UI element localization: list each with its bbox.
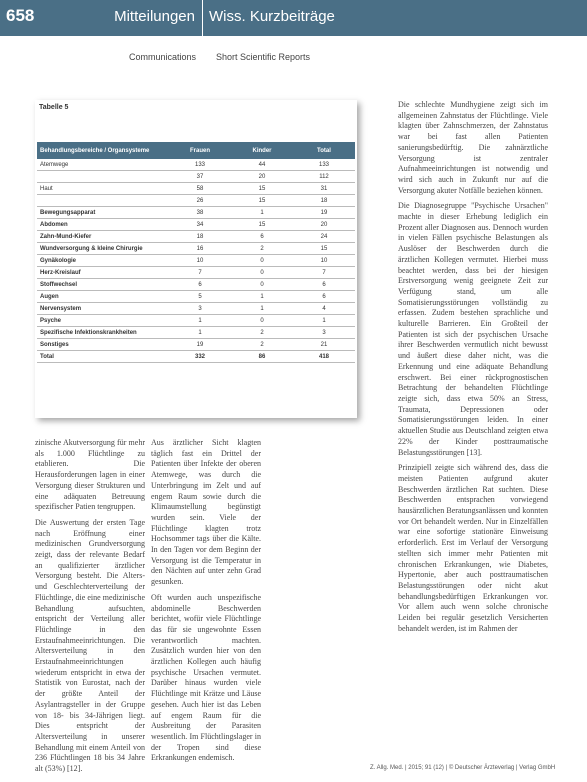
table-row <box>37 267 355 279</box>
cell-value: 18 <box>293 195 355 207</box>
cell-value: 7 <box>293 267 355 279</box>
cell-value: 1 <box>293 315 355 327</box>
cell-value: 6 <box>293 279 355 291</box>
cell-value: 15 <box>231 195 293 207</box>
row-label: Total <box>37 351 169 363</box>
cell-value: 133 <box>169 159 231 171</box>
cell-value: 0 <box>231 315 293 327</box>
table-box <box>35 100 357 418</box>
table-row <box>37 291 355 303</box>
paragraph: Die Auswertung der ersten Tage nach Eröffnung einer medizinischen Grundversorgung zeigt, dass der relevante Bedarf an qualifizierter ärztlicher Versorgung besteht. Die Alters- und Geschlechterverteilung der Flüchtlinge, die eine medizinische Behandlung aufsuchten, entspricht der Verteilung aller Flüchtlinge in den Erstaufnahmeeinrichtungen. Die Altersverteilung in den Erstaufnahmeeinrichtungen wiederum entspricht in etwa der Statistik von Eurostat, nach der der größte Anteil der Asylantragsteller in der Gruppe von 18- bis 34-Jährigen liegt. Dies entspricht der Altersverteilung in unserer Behandlung mit einem Anteil von 236 Flüchtlingen 18 bis 34 Jahre alt (53%) [12]. <box>35 517 145 774</box>
row-label: Nervensystem <box>37 303 169 315</box>
cell-value: 24 <box>293 231 355 243</box>
category-title: Wiss. Kurzbeiträge <box>209 8 335 25</box>
table-title: Tabelle 5 <box>39 104 69 111</box>
row-label <box>37 171 169 183</box>
table-row <box>37 183 355 195</box>
cell-value: 19 <box>293 207 355 219</box>
cell-value: 19 <box>169 339 231 351</box>
cell-value: 1 <box>169 315 231 327</box>
table-row <box>37 171 355 183</box>
row-label: Abdomen <box>37 219 169 231</box>
cell-value: 15 <box>231 183 293 195</box>
cell-value: 7 <box>169 267 231 279</box>
table-row <box>37 195 355 207</box>
section-title: Mitteilungen <box>114 8 195 25</box>
page-header <box>0 0 587 36</box>
cell-value: 1 <box>231 303 293 315</box>
category-subtitle: Short Scientific Reports <box>216 52 311 62</box>
paragraph: Die Diagnosegruppe "Psychische Ursachen" machte in dieser Erhebung lediglich ein Prozent aller Diagnosen aus. Dennoch wurden in vielen Fällen psychische Belastungen als Auslöser der Beschwerden durch die ärztlichen Kollegen vermutet. Hierbei muss beachtet werden, dass bei der hiesigen Erstversorgung wenig geeignete Zeit zur Verfügung stand, um alle Somatisierungsstörungen vollständig zu erfassen. Zudem bestehen sprachliche und kulturelle Barrieren. Ein Großteil der Patienten ist sich der psychischen Ursache ihrer Beschwerden vermutlich nicht bewusst und äußert diese daher nicht, was die Erkennung und eine adäquate Behandlung erschwert. Bei einer rückprognostischen Betrachtung der behandelten Flüchtlinge zeigte sich, dass etwa 50% an Stress, Traumata, Depressionen oder Somatisierungsstörungen leiden. In einer aktuellen Studie aus Deutschland zeigten etwa 22% der Kinder posttraumatische Belastungsstörungen [13]. <box>398 201 548 457</box>
table-row <box>37 327 355 339</box>
cell-value: 3 <box>169 303 231 315</box>
row-label: Haut <box>37 183 169 195</box>
cell-value: 31 <box>293 183 355 195</box>
cell-value: 86 <box>231 351 293 363</box>
row-label: Psyche <box>37 315 169 327</box>
cell-value: 418 <box>293 351 355 363</box>
table-row <box>37 243 355 255</box>
text-column-1 <box>35 438 145 780</box>
row-label: Spezifische Infektionskrankheiten <box>37 327 169 339</box>
cell-value: 16 <box>169 243 231 255</box>
cell-value: 0 <box>231 267 293 279</box>
row-label: Stoffwechsel <box>37 279 169 291</box>
cell-value: 112 <box>293 171 355 183</box>
paragraph: Aus ärztlicher Sicht klagten täglich fast ein Drittel der Patienten über Infekte der oberen Atemwege, was durch die Unterbringung im Zelt und auf engem Raum sowie durch die Klimaumstellung begünstigt wurden sein. Viele der Flüchtlinge klagten trotz Hochsommer tags über die Kälte. In den Tagen vor dem Beginn der Versorgung ist die Temperatur in den Nächten auf unter zehn Grad gesunken. <box>151 438 261 587</box>
paragraph: Die schlechte Mundhygiene zeigt sich im allgemeinen Zahnstatus der Flüchtlinge. Viele klagten über Zahnschmerzen, der Zahnstatus war bei fast allen Patienten sanierungsbedürftig. Die zahnärztliche Versorgung ist zentraler Aufnahmeeinrichtungen ist notwendig und wird sich auch in Zukunft nur auf die Versorgung akuter Notfälle beziehen können. <box>398 100 548 195</box>
cell-value: 26 <box>169 195 231 207</box>
section-subtitle: Communications <box>128 52 196 62</box>
row-label: Atemwege <box>37 159 169 171</box>
paragraph: zinische Akutversorgung für mehr als 1.000 Flüchtlinge zu etablieren. Die Herausforderungen lagen in einer Versorgung dieser Strukturen und eine adäquaten Betreuung spezifischer Patien tengruppen. <box>35 438 145 512</box>
row-label: Herz-Kreislauf <box>37 267 169 279</box>
cell-value: 34 <box>169 219 231 231</box>
row-label: Augen <box>37 291 169 303</box>
table-row <box>37 159 355 171</box>
table-body <box>37 159 355 363</box>
table-row <box>37 279 355 291</box>
column-header: Behandlungsbereiche / Organsysteme <box>37 142 169 159</box>
cell-value: 2 <box>231 243 293 255</box>
row-label: Zahn-Mund-Kiefer <box>37 231 169 243</box>
cell-value: 332 <box>169 351 231 363</box>
column-header: Total <box>293 142 355 159</box>
cell-value: 0 <box>231 255 293 267</box>
header-divider <box>202 0 203 36</box>
cell-value: 44 <box>231 159 293 171</box>
column-header: Frauen <box>169 142 231 159</box>
cell-value: 4 <box>293 303 355 315</box>
footer-citation: Z. Allg. Med. | 2015; 91 (12) | © Deutscher Ärzteverlag | Verlag GmbH <box>370 765 556 771</box>
paragraph: Prinzipiell zeigte sich während des, dass die meisten Patienten aufgrund akuter Beschwerden ärztlichen Rat suchten. Diese Beschwerden entsprachen vorwiegend hausärztlichen Beratungsanlässen und konnten vor Ort behandelt werden. Nur in Einzelfällen war eine sofortige stationäre Einweisung erforderlich. Erst im Verlauf der Versorgung stellten sich immer mehr Patienten mit chronischen Erkrankungen, wie Diabetes, Hypertonie, aber auch posttraumatischen Belastungsstörungen oder nicht akut behandlungsbedürftigen Erkrankungen vor. Vor allem auch wenn solche chronische Leiden bei regulär gesetzlich Versicherten behandelt werden, ist im Rahmen der <box>398 463 548 633</box>
cell-value: 6 <box>293 291 355 303</box>
paragraph: Oft wurden auch unspezifische abdominelle Beschwerden berichtet, wofür viele Flüchtlinge das für sie ungewohnte Essen verantwortlich machten. Zusätzlich wurden hier von den ärztlichen Kollegen auch häufig psychische Ursachen vermutet. Darüber hinaus wurden viele Flüchtlinge mit Krätze und Läuse gesehen. Auch hier ist das Leben auf engem Raum für die Ausbreitung der Parasiten wesentlich. Im Flüchtlingslager in der Tropen sind diese Erkrankungen endemisch. <box>151 592 261 763</box>
cell-value: 20 <box>231 171 293 183</box>
text-column-2 <box>151 438 261 769</box>
table-row <box>37 207 355 219</box>
cell-value: 1 <box>231 291 293 303</box>
cell-value: 1 <box>231 207 293 219</box>
row-label: Wundversorgung & kleine Chirurgie <box>37 243 169 255</box>
cell-value: 0 <box>231 279 293 291</box>
cell-value: 1 <box>169 327 231 339</box>
table-row <box>37 303 355 315</box>
row-label: Gynäkologie <box>37 255 169 267</box>
table-total-row <box>37 351 355 363</box>
table-row <box>37 255 355 267</box>
table-row <box>37 231 355 243</box>
page-number: 658 <box>6 6 35 25</box>
row-label <box>37 195 169 207</box>
cell-value: 20 <box>293 219 355 231</box>
cell-value: 58 <box>169 183 231 195</box>
cell-value: 15 <box>293 243 355 255</box>
cell-value: 6 <box>231 231 293 243</box>
table-row <box>37 219 355 231</box>
cell-value: 21 <box>293 339 355 351</box>
table-header-row <box>37 142 355 159</box>
data-table <box>37 142 355 363</box>
cell-value: 15 <box>231 219 293 231</box>
table-row <box>37 315 355 327</box>
text-column-3 <box>398 100 548 639</box>
cell-value: 18 <box>169 231 231 243</box>
cell-value: 10 <box>293 255 355 267</box>
cell-value: 133 <box>293 159 355 171</box>
column-header: Kinder <box>231 142 293 159</box>
cell-value: 2 <box>231 327 293 339</box>
cell-value: 3 <box>293 327 355 339</box>
cell-value: 6 <box>169 279 231 291</box>
cell-value: 38 <box>169 207 231 219</box>
cell-value: 5 <box>169 291 231 303</box>
row-label: Sonstiges <box>37 339 169 351</box>
row-label: Bewegungsapparat <box>37 207 169 219</box>
cell-value: 37 <box>169 171 231 183</box>
table-row <box>37 339 355 351</box>
cell-value: 10 <box>169 255 231 267</box>
cell-value: 2 <box>231 339 293 351</box>
